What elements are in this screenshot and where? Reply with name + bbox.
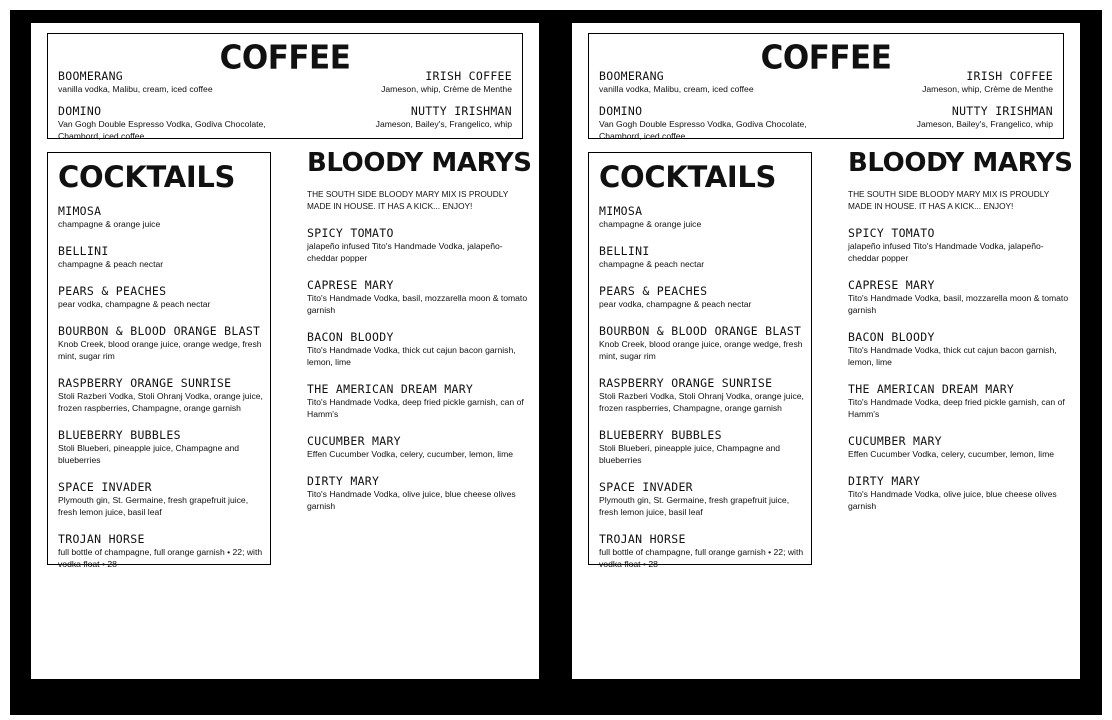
menu-item-name: DOMINO xyxy=(58,104,102,118)
menu-item-desc: Effen Cucumber Vodka, celery, cucumber, lemon, lime xyxy=(848,449,1055,459)
menu-item-name: BLUEBERRY BUBBLES xyxy=(599,428,722,442)
menu-item-name: BOOMERANG xyxy=(58,69,124,83)
menu-item-desc: Jameson, whip, Crème de Menthe xyxy=(381,84,512,94)
menu-item-name: CAPRESE MARY xyxy=(307,278,394,292)
menu-item xyxy=(848,474,1070,512)
cocktails-list xyxy=(599,204,804,584)
menu-item-desc: Knob Creek, blood orange juice, orange wedge, fresh mint, sugar rim xyxy=(599,339,803,361)
menu-item xyxy=(307,434,529,460)
menu-item xyxy=(848,226,1070,264)
menu-item-name: SPICY TOMATO xyxy=(848,226,935,240)
menu-item-name: TROJAN HORSE xyxy=(599,532,686,546)
menu-item-name: BACON BLOODY xyxy=(848,330,935,344)
menu-item-desc: full bottle of champagne, full orange garnish • 22; with vodka float • 28 xyxy=(599,547,804,569)
menu-item xyxy=(599,244,804,270)
menu-item xyxy=(58,204,263,230)
bloody-marys-intro: THE SOUTH SIDE BLOODY MARY MIX IS PROUDLY MADE IN HOUSE. IT HAS A KICK... ENJOY! xyxy=(307,189,509,211)
cocktails-title: COCKTAILS xyxy=(599,160,777,194)
menu-item xyxy=(599,324,804,362)
menu-item-name: DOMINO xyxy=(599,104,643,118)
menu-item-name: BELLINI xyxy=(58,244,109,258)
menu-item-name: DIRTY MARY xyxy=(307,474,380,488)
menu-item-name: THE AMERICAN DREAM MARY xyxy=(848,382,1015,396)
coffee-left-column xyxy=(599,69,839,151)
menu-item-name: CUCUMBER MARY xyxy=(848,434,942,448)
menu-item-desc: champagne & orange juice xyxy=(58,219,161,229)
menu-item-name: NUTTY IRISHMAN xyxy=(951,104,1053,118)
menu-item-name: BOURBON & BLOOD ORANGE BLAST xyxy=(599,324,802,338)
menu-item-name: BELLINI xyxy=(599,244,650,258)
coffee-right-column xyxy=(833,69,1053,139)
menu-item-desc: Tito's Handmade Vodka, olive juice, blue cheese olives garnish xyxy=(307,489,516,511)
menu-item-desc: Jameson, Bailey's, Frangelico, whip xyxy=(375,119,512,129)
menu-item-desc: Van Gogh Double Espresso Vodka, Godiva Chocolate, Chambord, iced coffee xyxy=(599,119,807,141)
menu-item xyxy=(307,382,529,420)
menu-item xyxy=(58,104,298,142)
menu-item-name: BOOMERANG xyxy=(599,69,665,83)
menu-item-desc: Tito's Handmade Vodka, thick cut cajun bacon garnish, lemon, lime xyxy=(848,345,1057,367)
menu-item-name: RASPBERRY ORANGE SUNRISE xyxy=(599,376,773,390)
menu-item-name: TROJAN HORSE xyxy=(58,532,145,546)
menu-item-desc: pear vodka, champagne & peach nectar xyxy=(58,299,211,309)
menu-item xyxy=(833,69,1053,95)
menu-item xyxy=(599,104,839,142)
menu-item-desc: champagne & peach nectar xyxy=(599,259,705,269)
menu-item-name: CUCUMBER MARY xyxy=(307,434,401,448)
menu-item-name: PEARS & PEACHES xyxy=(58,284,167,298)
menu-item xyxy=(307,474,529,512)
menu-item-name: RASPBERRY ORANGE SUNRISE xyxy=(58,376,232,390)
menu-item-name: BOURBON & BLOOD ORANGE BLAST xyxy=(58,324,261,338)
menu-item-name: NUTTY IRISHMAN xyxy=(410,104,512,118)
bloody-marys-title: BLOODY MARYS xyxy=(848,148,1073,178)
menu-item-desc: Plymouth gin, St. Germaine, fresh grapefruit juice, fresh lemon juice, basil leaf xyxy=(599,495,790,517)
menu-item xyxy=(848,382,1070,420)
menu-item xyxy=(58,244,263,270)
menu-item-desc: Plymouth gin, St. Germaine, fresh grapefruit juice, fresh lemon juice, basil leaf xyxy=(58,495,249,517)
menu-item xyxy=(58,532,263,570)
menu-item xyxy=(833,104,1053,130)
menu-item-desc: Stoli Blueberi, pineapple juice, Champagne and blueberries xyxy=(58,443,240,465)
menu-item-name: IRISH COFFEE xyxy=(966,69,1053,83)
menu-item-name: SPACE INVADER xyxy=(58,480,152,494)
menu-item-desc: champagne & peach nectar xyxy=(58,259,164,269)
menu-item xyxy=(307,330,529,368)
menu-item-desc: vanilla vodka, Malibu, cream, iced coffee xyxy=(58,84,213,94)
menu-item-desc: Tito's Handmade Vodka, deep fried pickle garnish, can of Hamm's xyxy=(848,397,1065,419)
menu-page-left xyxy=(31,23,539,679)
menu-item-desc: pear vodka, champagne & peach nectar xyxy=(599,299,752,309)
menu-item-desc: Tito's Handmade Vodka, basil, mozzarella moon & tomato garnish xyxy=(848,293,1069,315)
menu-item-name: IRISH COFFEE xyxy=(425,69,512,83)
menu-item xyxy=(848,434,1070,460)
menu-item xyxy=(599,204,804,230)
menu-item-name: BACON BLOODY xyxy=(307,330,394,344)
menu-item-name: MIMOSA xyxy=(599,204,643,218)
menu-item-desc: Tito's Handmade Vodka, olive juice, blue cheese olives garnish xyxy=(848,489,1057,511)
menu-item xyxy=(848,330,1070,368)
menu-item xyxy=(58,480,263,518)
menu-item xyxy=(599,428,804,466)
menu-page-right xyxy=(572,23,1080,679)
menu-item xyxy=(58,69,298,95)
cocktails-section xyxy=(47,152,271,569)
menu-item-desc: Van Gogh Double Espresso Vodka, Godiva Chocolate, Chambord, iced coffee xyxy=(58,119,266,141)
menu-item-name: BLUEBERRY BUBBLES xyxy=(58,428,181,442)
menu-item-name: SPACE INVADER xyxy=(599,480,693,494)
menu-item-desc: Stoli Blueberi, pineapple juice, Champagne and blueberries xyxy=(599,443,781,465)
menu-item-desc: Effen Cucumber Vodka, celery, cucumber, lemon, lime xyxy=(307,449,514,459)
bloody-marys-intro: THE SOUTH SIDE BLOODY MARY MIX IS PROUDLY MADE IN HOUSE. IT HAS A KICK... ENJOY! xyxy=(848,189,1050,211)
menu-item-name: DIRTY MARY xyxy=(848,474,921,488)
menu-item-name: SPICY TOMATO xyxy=(307,226,394,240)
coffee-right-column xyxy=(292,69,512,139)
coffee-section xyxy=(588,33,1064,139)
menu-item-desc: Tito's Handmade Vodka, thick cut cajun bacon garnish, lemon, lime xyxy=(307,345,516,367)
cocktails-section xyxy=(588,152,812,569)
menu-item-desc: Jameson, whip, Crème de Menthe xyxy=(922,84,1053,94)
bloody-marys-section xyxy=(307,147,532,526)
menu-item-desc: full bottle of champagne, full orange garnish • 22; with vodka float • 28 xyxy=(58,547,263,569)
coffee-title: COFFEE xyxy=(760,39,892,77)
menu-item-desc: Tito's Handmade Vodka, basil, mozzarella moon & tomato garnish xyxy=(307,293,528,315)
menu-item-desc: vanilla vodka, Malibu, cream, iced coffee xyxy=(599,84,754,94)
menu-item xyxy=(58,428,263,466)
menu-item xyxy=(58,376,263,414)
menu-item-desc: Stoli Razberi Vodka, Stoli Ohranj Vodka, orange juice, frozen raspberries, Champagne, orange garnish xyxy=(58,391,263,413)
coffee-title: COFFEE xyxy=(219,39,351,77)
menu-item-desc: jalapeño infused Tito's Handmade Vodka, jalapeño-cheddar popper xyxy=(848,241,1044,263)
menu-item-desc: Tito's Handmade Vodka, deep fried pickle garnish, can of Hamm's xyxy=(307,397,524,419)
menu-item xyxy=(307,278,529,316)
menu-item-name: MIMOSA xyxy=(58,204,102,218)
menu-item-name: PEARS & PEACHES xyxy=(599,284,708,298)
bloody-marys-section xyxy=(848,147,1073,526)
menu-item xyxy=(292,69,512,95)
menu-item xyxy=(58,284,263,310)
menu-item-desc: jalapeño infused Tito's Handmade Vodka, jalapeño-cheddar popper xyxy=(307,241,503,263)
bloody-marys-title: BLOODY MARYS xyxy=(307,148,532,178)
menu-item xyxy=(307,226,529,264)
cocktails-list xyxy=(58,204,263,584)
menu-item xyxy=(292,104,512,130)
coffee-section xyxy=(47,33,523,139)
menu-item xyxy=(599,69,839,95)
menu-item xyxy=(599,480,804,518)
menu-item xyxy=(599,284,804,310)
menu-item-desc: Jameson, Bailey's, Frangelico, whip xyxy=(916,119,1053,129)
menu-item xyxy=(58,324,263,362)
menu-item xyxy=(599,376,804,414)
menu-item-name: THE AMERICAN DREAM MARY xyxy=(307,382,474,396)
menu-item-name: CAPRESE MARY xyxy=(848,278,935,292)
coffee-left-column xyxy=(58,69,298,151)
menu-item-desc: Stoli Razberi Vodka, Stoli Ohranj Vodka, orange juice, frozen raspberries, Champagne, orange garnish xyxy=(599,391,804,413)
menu-item-desc: champagne & orange juice xyxy=(599,219,702,229)
cocktails-title: COCKTAILS xyxy=(58,160,236,194)
menu-item-desc: Knob Creek, blood orange juice, orange wedge, fresh mint, sugar rim xyxy=(58,339,262,361)
menu-item xyxy=(848,278,1070,316)
menu-item xyxy=(599,532,804,570)
